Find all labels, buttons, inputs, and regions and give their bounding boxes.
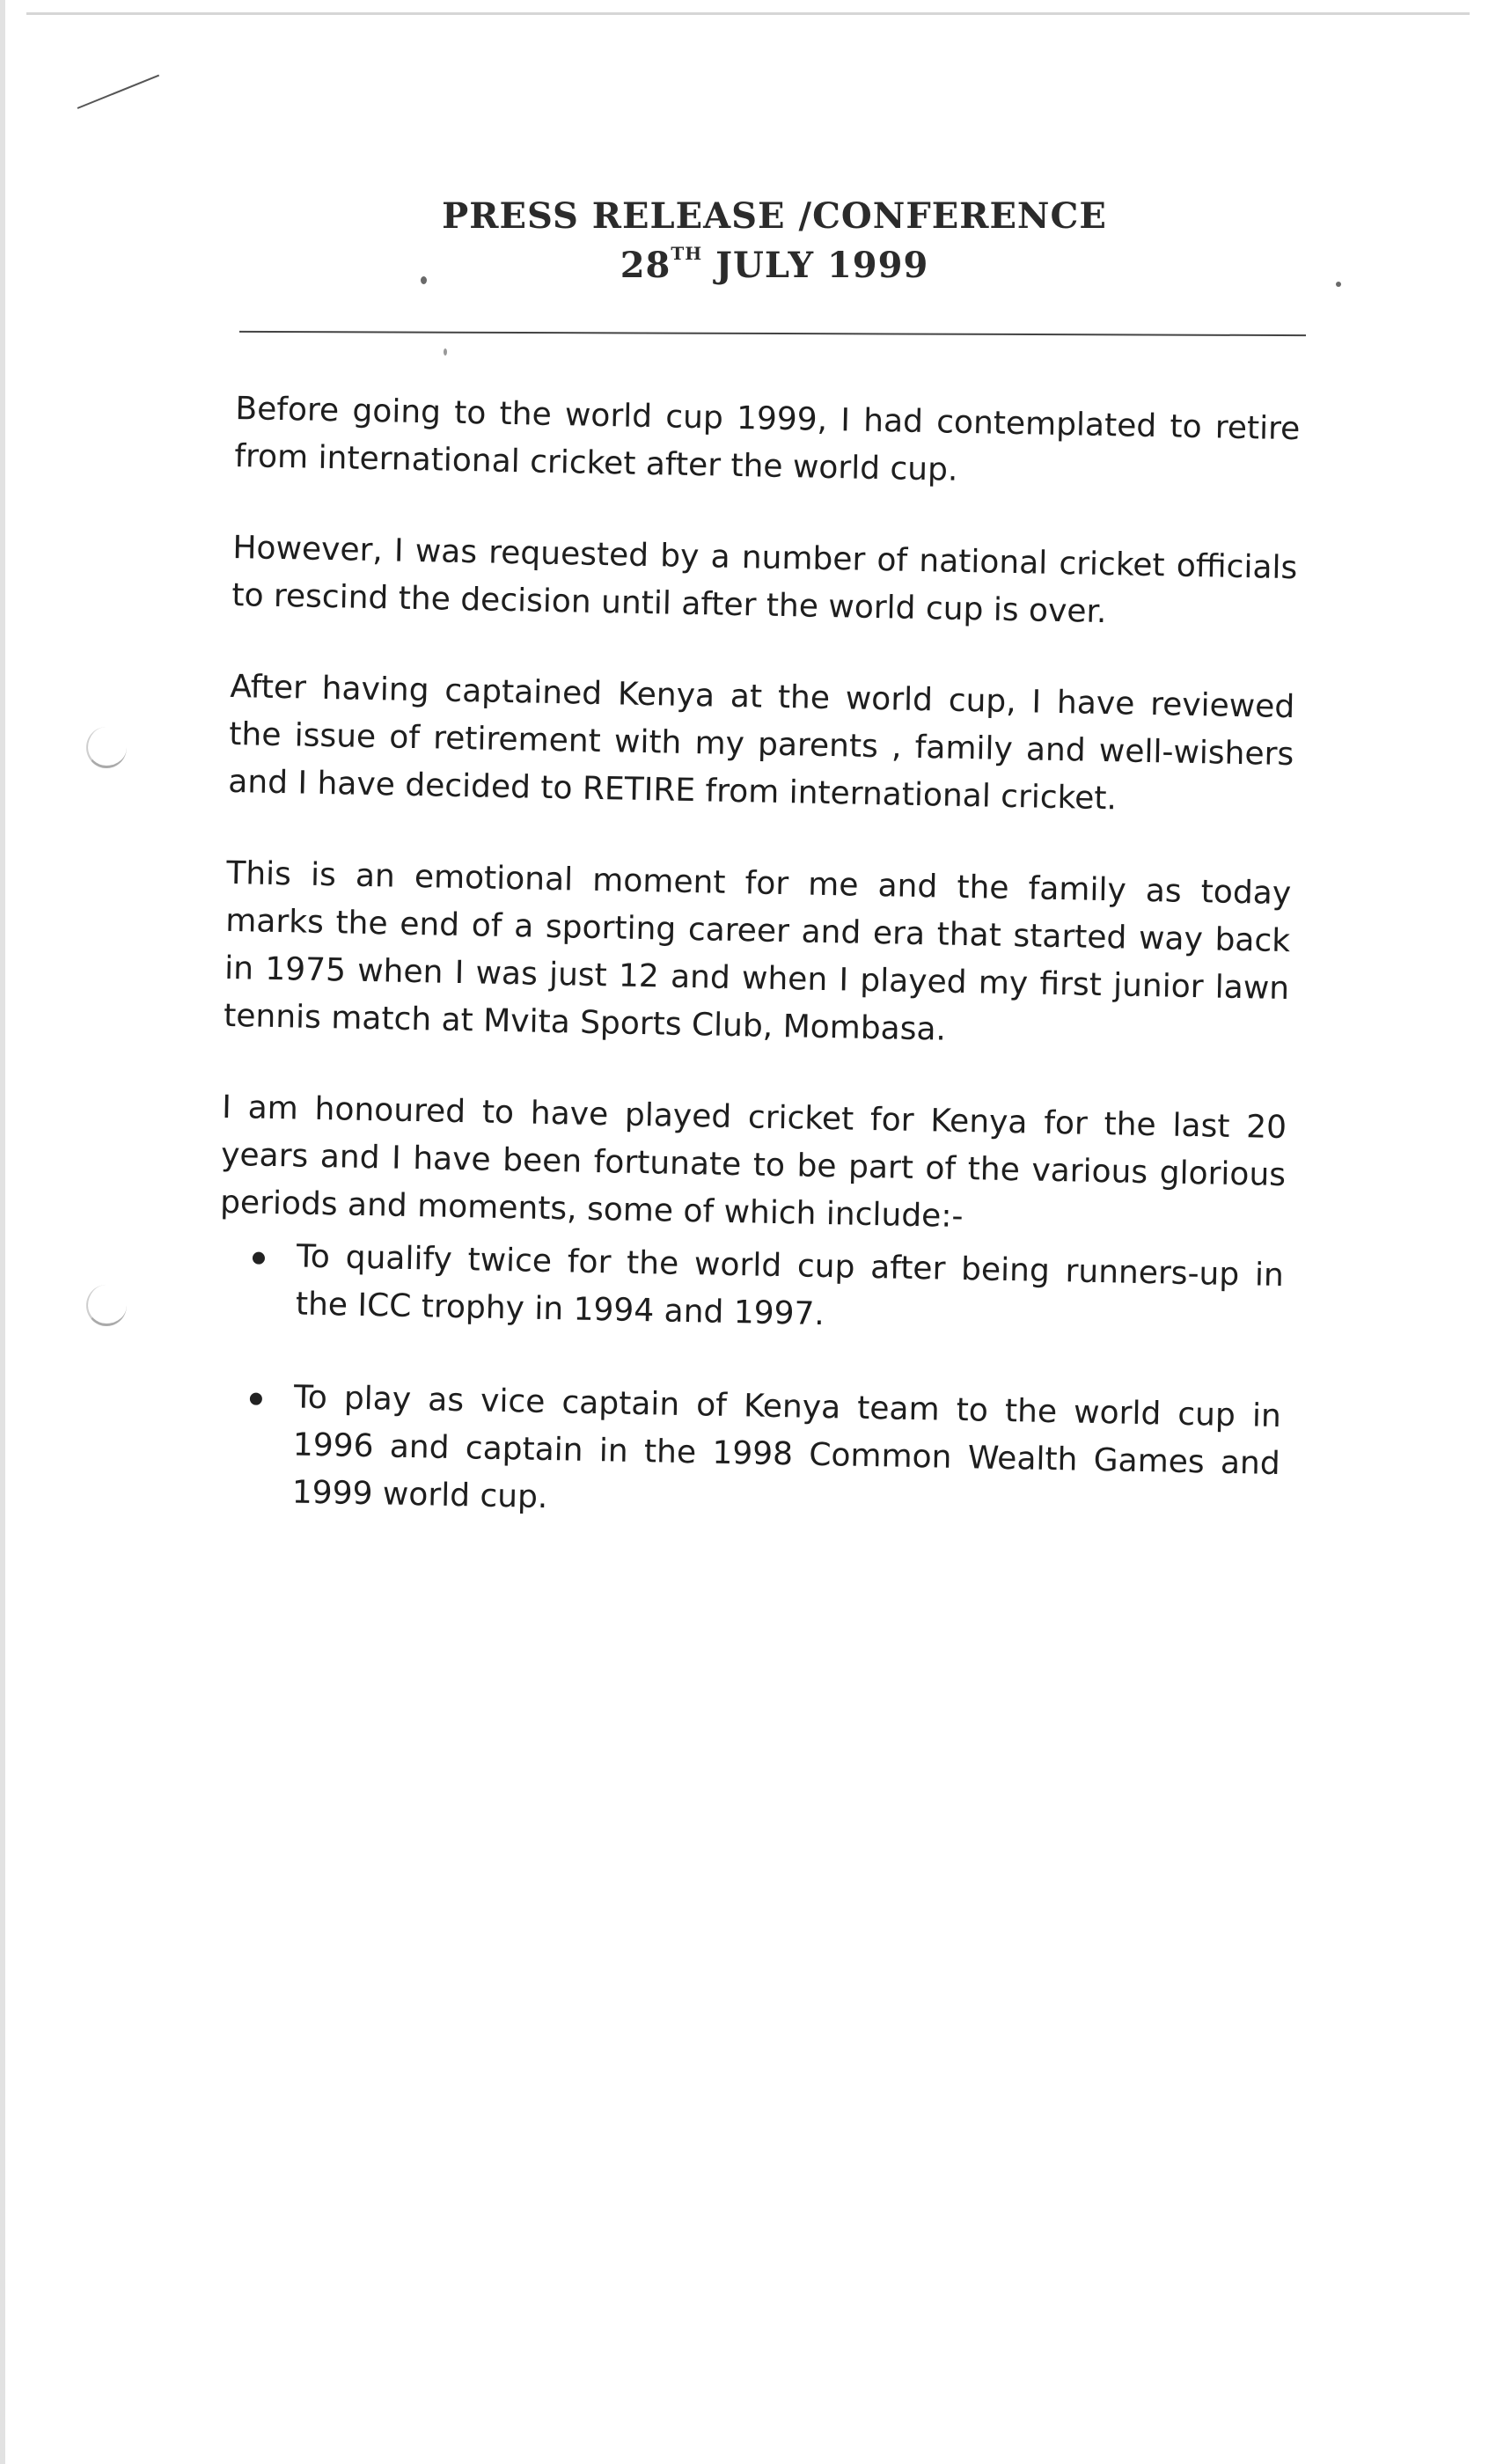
paragraph-emotional-moment: This is an emotional moment for me and the family as today marks the end of a sporting career and era that started way back in 1975 when I was just 12 and when I played my first junior lawn tennis match at Mvita Sports Club, Mombasa.: [223, 854, 1292, 1048]
pen-scratch-mark: [77, 75, 159, 109]
date-day-suffix: TH: [671, 243, 703, 264]
document-title: PRESS RELEASE /CONFERENCE: [442, 195, 1107, 237]
list-item: [217, 1232, 1284, 1347]
paragraph-retirement-decision: After having captained Kenya at the world cup, I have reviewed the issue of retirement with my parents , family and well-wishers and I have decided to RETIRE from international cricket.: [227, 668, 1295, 818]
list-item-text: To play as vice captain of Kenya team to the world cup in 1996 and captain in the 1998 Common Wealth Games and 1999 world cup.: [291, 1379, 1282, 1516]
paragraph-officials-request: However, I was requested by a number of national cricket officials to rescind the decision until after the world cup is over.: [231, 529, 1298, 631]
document-date: [0, 241, 1496, 290]
list-item-text: To qualify twice for the world cup after being runners-up in the ICC trophy in 1994 and 1997.: [295, 1238, 1285, 1333]
punch-hole-bottom: [86, 1285, 127, 1326]
page-top-edge: [26, 12, 1470, 15]
bullet-icon: [253, 1252, 265, 1265]
paragraph-retirement-plan: Before going to the world cup 1999, I had contemplated to retire from international cricket after the world cup.: [234, 390, 1301, 488]
page-edge-shadow: [0, 0, 5, 2464]
release-body: [213, 385, 1300, 1581]
list-item: [214, 1373, 1281, 1536]
ink-speck: [444, 348, 447, 356]
press-release-header: [0, 192, 1496, 290]
highlights-list: [214, 1232, 1284, 1536]
punch-hole-top: [86, 727, 127, 768]
bullet-icon: [250, 1393, 262, 1405]
date-day: 28: [620, 245, 671, 286]
date-month-year: JULY 1999: [715, 245, 929, 286]
header-divider: [239, 331, 1306, 336]
paragraph-honoured: I am honoured to have played cricket for Kenya for the last 20 years and I have been fortunate to be part of the various glorious periods and moments, some of which include:-: [219, 1089, 1287, 1236]
